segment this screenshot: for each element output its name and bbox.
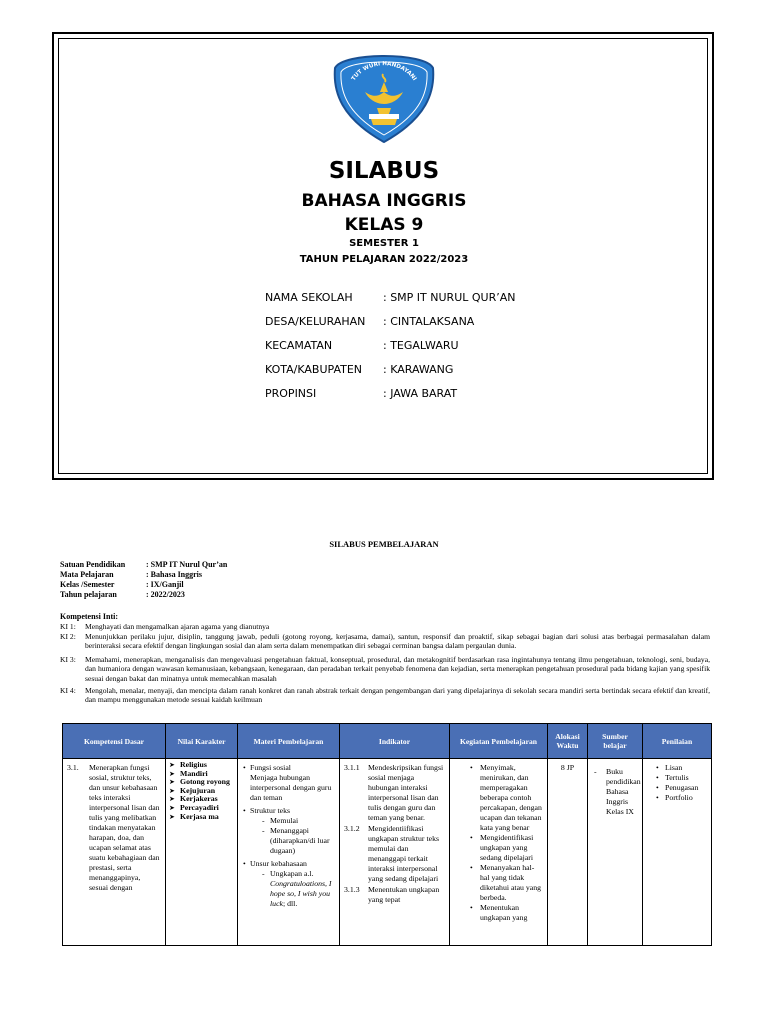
kegiatan-item: • Menyimak, menirukan, dan memperagakan beberapa contoh percakapan, dengan ucapan dan tekanan kata yang benar [480, 763, 543, 833]
col-nilai-karakter: Nilai Karakter [166, 724, 238, 759]
ki-label: KI 4: [60, 686, 76, 695]
meta-label: Mata Pelajaran [60, 570, 114, 579]
ki-item [60, 686, 710, 705]
materi-cell [238, 759, 340, 946]
indikator-number: 3.1.1 [344, 763, 360, 772]
alokasi-cell [548, 759, 588, 946]
ki-label: KI 2: [60, 632, 76, 641]
nilai-item: ➤ Kerjasa ma [169, 813, 234, 822]
ki-label: KI 1: [60, 622, 76, 631]
nilai-item: ➤ Religius [169, 761, 234, 770]
nilai-item: ➤ Kerjakeras [169, 795, 234, 804]
table-header-row [63, 724, 712, 759]
indikator-item [344, 885, 445, 905]
materi-example-tail: ; dll. [283, 899, 298, 908]
col-kompetensi-dasar: Kompetensi Dasar [63, 724, 166, 759]
cover-grade: KELAS 9 [344, 215, 424, 235]
alokasi-value: 8 JP [560, 763, 575, 772]
meta-value: : Bahasa Inggris [146, 570, 203, 579]
kd-text: Menerapkan fungsi sosial, struktur teks, dan unsur kebahasaan teks interaksi interpersonal lisan dan tulis yang melibatkan tindakan menyatakan harapan, doa, dan ucapan selamat atas suatu kebahagiaan dan prestasi, serta menanggapinya, sesuai dengan [89, 763, 160, 892]
cover-semester: SEMESTER 1 [349, 238, 419, 249]
meta-label: Satuan Pendidikan [60, 560, 126, 569]
ki-item [60, 632, 710, 651]
info-label: KOTA/KABUPATEN [265, 363, 363, 376]
info-label: DESA/KELURAHAN [265, 315, 366, 328]
kegiatan-item: • Menanyakan hal-hal yang tidak diketahui atau yang berbeda. [480, 863, 543, 903]
svg-text:TUT WURI HANDAYANI: TUT WURI HANDAYANI [350, 61, 418, 82]
info-label: PROPINSI [265, 387, 317, 400]
ki-item [60, 622, 710, 631]
indikator-number: 3.1.3 [344, 885, 360, 894]
materi-heading: • Fungsi sosial [250, 763, 335, 773]
nilai-karakter-cell [166, 759, 238, 946]
penilaian-item: • Portfolio [665, 793, 707, 803]
info-value: : JAWA BARAT [383, 387, 458, 400]
indikator-number: 3.1.2 [344, 824, 360, 833]
col-sumber: Sumber belajar [588, 724, 643, 759]
kd-number: 3.1. [67, 763, 79, 772]
info-value: : SMP IT NURUL QUR’AN [383, 291, 516, 304]
nilai-item: ➤ Mandiri [169, 770, 234, 779]
syllabus-title: SILABUS PEMBELAJARAN [329, 539, 439, 549]
indikator-text: Menentukan ungkapan yang tepat [368, 885, 440, 904]
indikator-item [344, 824, 445, 884]
penilaian-item: • Tertulis [665, 773, 707, 783]
kd-cell [63, 759, 166, 946]
penilaian-item: • Penugasan [665, 783, 707, 793]
ki-text: Menghayati dan mengamalkan ajaran agama yang dianutnya [85, 622, 270, 631]
ki-text: Menunjukkan perilaku jujur, disiplin, tanggung jawab, peduli (gotong royong, kerjasama, damai), santun, responsif dan proaktif, sikap sebagai bagian dari solusi atas berbagai permasalahan dalam berinteraksi secara efektif dengan lingkungan sosial dan alam serta dalam menempatkan diri sebagai cerminan bangsa dalam pergaulan dunia. [85, 632, 710, 651]
col-indikator: Indikator [340, 724, 450, 759]
indikator-item [344, 763, 445, 823]
penilaian-cell [643, 759, 712, 946]
nilai-item: ➤ Gotong royong [169, 778, 234, 787]
materi-heading: • Unsur kebahasaan [250, 859, 335, 869]
meta-label: Tahun pelajaran [60, 590, 117, 599]
materi-sub-item: - Menanggapi (diharapkan/di luar dugaan) [262, 826, 335, 856]
materi-text: Menjaga hubungan interpersonal dengan guru dan teman [250, 773, 332, 802]
sumber-cell [588, 759, 643, 946]
ki-label: KI 3: [60, 655, 76, 664]
col-kegiatan: Kegiatan Pembelajaran [450, 724, 548, 759]
kegiatan-cell [450, 759, 548, 946]
info-value: : TEGALWARU [383, 339, 459, 352]
syllabus-table [62, 723, 712, 946]
col-penilaian: Penilaian [643, 724, 712, 759]
ki-text: Memahami, menerapkan, menganalisis dan mengevaluasi pengetahuan faktual, konseptual, prosedural, dan metakognitif berdasarkan rasa ingintahunya tentang ilmu pengetahuan, teknologi, seni, budaya, dan humaniora dengan wawasan kemanusiaan, kebangsaan, kenegaraan, dan peradaban terkait penyebab fenomena dan kejadian, serta menerapkan pengetahuan prosedural pada bidang kajian yang spesifik sesuai dengan bakat dan minatnya untuk memecahkan masalah [85, 655, 710, 683]
info-label: NAMA SEKOLAH [265, 291, 353, 304]
sumber-item: - Buku pendidikan Bahasa Inggris Kelas IX [592, 767, 638, 817]
penilaian-item: • Lisan [665, 763, 707, 773]
cover-subject: BAHASA INGGRIS [301, 191, 467, 211]
indikator-text: Mengidentiifikasi ungkapan struktur teks memulai dan menanggapi terkait interaksi interpersonal yang sedang dipelajari [368, 824, 440, 883]
info-label: KECAMATAN [265, 339, 333, 352]
ki-heading: Kompetensi Inti: [60, 612, 118, 621]
info-value: : KARAWANG [383, 363, 454, 376]
meta-value: : IX/Ganjil [146, 580, 184, 589]
indikator-text: Mendeskripsikan fungsi sosial menjaga hubungan interaksi interpersonal lisan dan tulis dengan guru dan teman yang benar. [368, 763, 444, 822]
materi-sub-item: Ungkapan a.l. [270, 869, 314, 878]
kegiatan-item: • Mengidentifikasi ungkapan yang sedang dipelajari [480, 833, 543, 863]
materi-sub-item: - Memulai [262, 816, 335, 826]
meta-label: Kelas /Semester [60, 580, 115, 589]
indikator-cell [340, 759, 450, 946]
tut-wuri-handayani-logo [329, 52, 439, 146]
kegiatan-item: • Menentukan ungkapan yang [480, 903, 543, 923]
table-row [63, 759, 712, 946]
meta-value: : SMP IT Nurul Qur’an [146, 560, 228, 569]
col-materi: Materi Pembelajaran [238, 724, 340, 759]
ki-item [60, 655, 710, 683]
meta-value: : 2022/2023 [146, 590, 185, 599]
info-value: : CINTALAKSANA [383, 315, 475, 328]
ki-text: Mengolah, menalar, menyaji, dan mencipta dalam ranah konkret dan ranah abstrak terkait dengan pengembangan dari yang dipelajarinya di sekolah secara mandiri serta bertindak secara efektif dan kreatif, dan mampu menggunakan metode sesuai kaidah keilmuan [85, 686, 710, 705]
materi-example: Congratuloations, I hope so, I wish you luck [270, 879, 332, 908]
cover-title: SILABUS [328, 158, 440, 184]
nilai-item: ➤ Percayadiri [169, 804, 234, 813]
materi-heading: • Struktur teks [250, 806, 335, 816]
nilai-item: ➤ Kejujuran [169, 787, 234, 796]
col-alokasi: Alokasi Waktu [548, 724, 588, 759]
cover-year: TAHUN PELAJARAN 2022/2023 [299, 254, 469, 265]
